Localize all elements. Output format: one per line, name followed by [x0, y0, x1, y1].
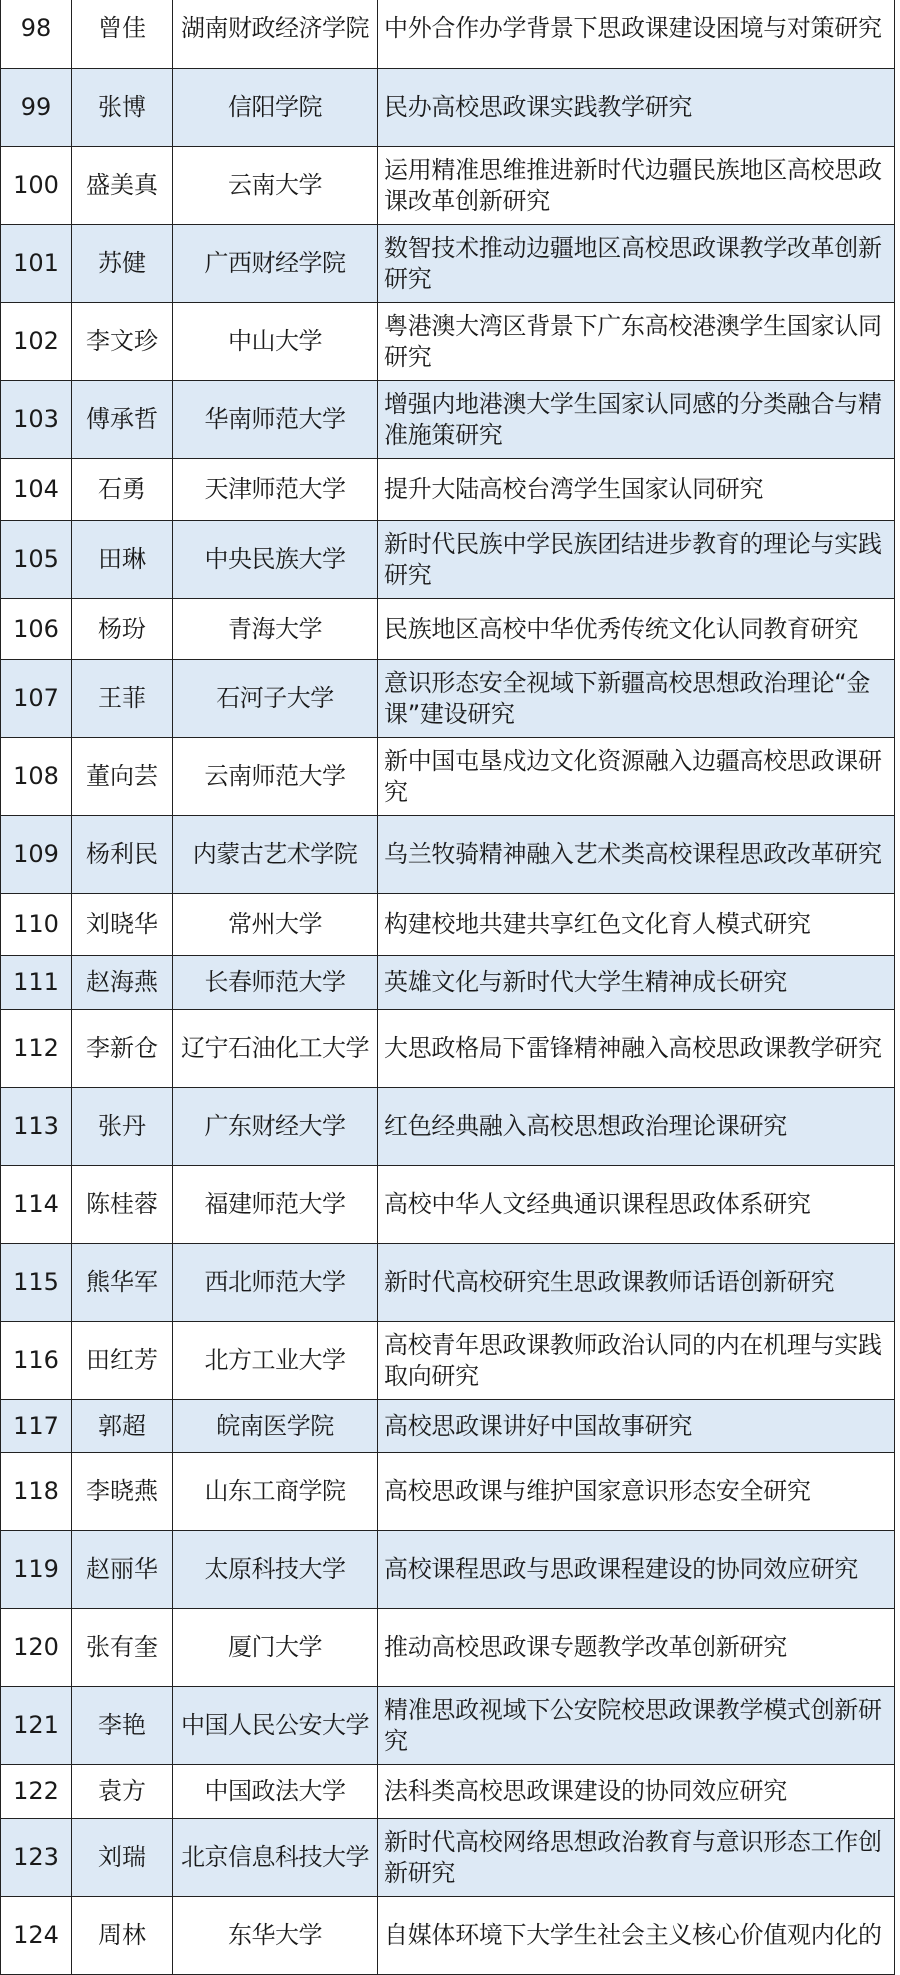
table-row — [1, 816, 895, 894]
project-topic-cell: 自媒体环境下大学生社会主义核心价值观内化的 — [378, 1897, 895, 1975]
researcher-name-cell: 李新仓 — [72, 1010, 173, 1088]
project-topic-cell: 推动高校思政课专题教学改革创新研究 — [378, 1609, 895, 1687]
project-topic-cell: 英雄文化与新时代大学生精神成长研究 — [378, 956, 895, 1010]
table-body — [1, 0, 895, 1975]
institution-cell: 山东工商学院 — [173, 1453, 378, 1531]
institution-cell: 东华大学 — [173, 1897, 378, 1975]
row-number-cell: 113 — [1, 1088, 72, 1166]
project-topic-cell: 高校青年思政课教师政治认同的内在机理与实践取向研究 — [378, 1322, 895, 1400]
project-topic-cell: 新时代高校网络思想政治教育与意识形态工作创新研究 — [378, 1819, 895, 1897]
table-row — [1, 69, 895, 147]
table-row — [1, 1010, 895, 1088]
researcher-name-cell: 盛美真 — [72, 147, 173, 225]
row-number-cell: 102 — [1, 303, 72, 381]
researcher-name-cell: 田琳 — [72, 521, 173, 599]
row-number-cell: 115 — [1, 1244, 72, 1322]
row-number-cell: 119 — [1, 1531, 72, 1609]
row-number-cell: 100 — [1, 147, 72, 225]
researcher-name-cell: 陈桂蓉 — [72, 1166, 173, 1244]
table-row — [1, 1531, 895, 1609]
table-row — [1, 1609, 895, 1687]
row-number-cell: 99 — [1, 69, 72, 147]
project-topic-cell: 新时代民族中学民族团结进步教育的理论与实践研究 — [378, 521, 895, 599]
table-row — [1, 225, 895, 303]
table-row — [1, 1166, 895, 1244]
project-topic-cell: 增强内地港澳大学生国家认同感的分类融合与精准施策研究 — [378, 381, 895, 459]
project-topic-cell: 中外合作办学背景下思政课建设困境与对策研究 — [378, 0, 895, 69]
table-row — [1, 1765, 895, 1819]
researcher-name-cell: 张丹 — [72, 1088, 173, 1166]
researcher-name-cell: 杨玢 — [72, 599, 173, 660]
row-number-cell: 114 — [1, 1166, 72, 1244]
institution-cell: 云南师范大学 — [173, 738, 378, 816]
project-topic-cell: 高校思政课与维护国家意识形态安全研究 — [378, 1453, 895, 1531]
researcher-name-cell: 刘瑞 — [72, 1819, 173, 1897]
institution-cell: 北京信息科技大学 — [173, 1819, 378, 1897]
row-number-cell: 101 — [1, 225, 72, 303]
table-row — [1, 381, 895, 459]
researcher-name-cell: 杨利民 — [72, 816, 173, 894]
institution-cell: 中山大学 — [173, 303, 378, 381]
project-topic-cell: 法科类高校思政课建设的协同效应研究 — [378, 1765, 895, 1819]
row-number-cell: 124 — [1, 1897, 72, 1975]
researcher-name-cell: 石勇 — [72, 459, 173, 521]
institution-cell: 常州大学 — [173, 894, 378, 956]
table-row — [1, 956, 895, 1010]
table-row — [1, 1244, 895, 1322]
row-number-cell: 122 — [1, 1765, 72, 1819]
row-number-cell: 109 — [1, 816, 72, 894]
row-number-cell: 108 — [1, 738, 72, 816]
table-row — [1, 1687, 895, 1765]
researcher-name-cell: 曾佳 — [72, 0, 173, 69]
table-row — [1, 1897, 895, 1975]
table-row — [1, 1819, 895, 1897]
project-topic-cell: 高校思政课讲好中国故事研究 — [378, 1400, 895, 1453]
row-number-cell: 106 — [1, 599, 72, 660]
institution-cell: 中央民族大学 — [173, 521, 378, 599]
project-topic-cell: 高校课程思政与思政课程建设的协同效应研究 — [378, 1531, 895, 1609]
row-number-cell: 103 — [1, 381, 72, 459]
table-row — [1, 459, 895, 521]
institution-cell: 湖南财政经济学院 — [173, 0, 378, 69]
project-topic-cell: 数智技术推动边疆地区高校思政课教学改革创新研究 — [378, 225, 895, 303]
row-number-cell: 110 — [1, 894, 72, 956]
table-row — [1, 147, 895, 225]
row-number-cell: 98 — [1, 0, 72, 69]
project-topic-cell: 民办高校思政课实践教学研究 — [378, 69, 895, 147]
researcher-name-cell: 傅承哲 — [72, 381, 173, 459]
researcher-name-cell: 李艳 — [72, 1687, 173, 1765]
project-topic-cell: 乌兰牧骑精神融入艺术类高校课程思政改革研究 — [378, 816, 895, 894]
researcher-name-cell: 刘晓华 — [72, 894, 173, 956]
researcher-name-cell: 赵丽华 — [72, 1531, 173, 1609]
institution-cell: 中国人民公安大学 — [173, 1687, 378, 1765]
institution-cell: 青海大学 — [173, 599, 378, 660]
institution-cell: 内蒙古艺术学院 — [173, 816, 378, 894]
project-topic-cell: 运用精准思维推进新时代边疆民族地区高校思政课改革创新研究 — [378, 147, 895, 225]
researcher-name-cell: 李文珍 — [72, 303, 173, 381]
table-row — [1, 0, 895, 69]
institution-cell: 辽宁石油化工大学 — [173, 1010, 378, 1088]
row-number-cell: 104 — [1, 459, 72, 521]
institution-cell: 信阳学院 — [173, 69, 378, 147]
project-topic-cell: 大思政格局下雷锋精神融入高校思政课教学研究 — [378, 1010, 895, 1088]
researcher-name-cell: 郭超 — [72, 1400, 173, 1453]
project-topic-cell: 红色经典融入高校思想政治理论课研究 — [378, 1088, 895, 1166]
table-row — [1, 738, 895, 816]
row-number-cell: 105 — [1, 521, 72, 599]
row-number-cell: 118 — [1, 1453, 72, 1531]
researcher-name-cell: 张有奎 — [72, 1609, 173, 1687]
institution-cell: 云南大学 — [173, 147, 378, 225]
institution-cell: 华南师范大学 — [173, 381, 378, 459]
project-topic-cell: 新时代高校研究生思政课教师话语创新研究 — [378, 1244, 895, 1322]
table-row — [1, 1322, 895, 1400]
project-topic-cell: 粤港澳大湾区背景下广东高校港澳学生国家认同研究 — [378, 303, 895, 381]
project-topic-cell: 精准思政视域下公安院校思政课教学模式创新研究 — [378, 1687, 895, 1765]
project-topic-cell: 提升大陆高校台湾学生国家认同研究 — [378, 459, 895, 521]
researcher-name-cell: 熊华军 — [72, 1244, 173, 1322]
institution-cell: 广西财经学院 — [173, 225, 378, 303]
researcher-name-cell: 张博 — [72, 69, 173, 147]
row-number-cell: 107 — [1, 660, 72, 738]
project-topic-cell: 构建校地共建共享红色文化育人模式研究 — [378, 894, 895, 956]
institution-cell: 北方工业大学 — [173, 1322, 378, 1400]
researcher-name-cell: 周林 — [72, 1897, 173, 1975]
researcher-name-cell: 袁方 — [72, 1765, 173, 1819]
row-number-cell: 123 — [1, 1819, 72, 1897]
institution-cell: 厦门大学 — [173, 1609, 378, 1687]
institution-cell: 皖南医学院 — [173, 1400, 378, 1453]
table-row — [1, 303, 895, 381]
researcher-name-cell: 田红芳 — [72, 1322, 173, 1400]
table-row — [1, 1400, 895, 1453]
institution-cell: 广东财经大学 — [173, 1088, 378, 1166]
row-number-cell: 121 — [1, 1687, 72, 1765]
researcher-name-cell: 赵海燕 — [72, 956, 173, 1010]
row-number-cell: 120 — [1, 1609, 72, 1687]
institution-cell: 石河子大学 — [173, 660, 378, 738]
table-row — [1, 894, 895, 956]
researcher-name-cell: 李晓燕 — [72, 1453, 173, 1531]
institution-cell: 天津师范大学 — [173, 459, 378, 521]
row-number-cell: 117 — [1, 1400, 72, 1453]
researcher-name-cell: 苏健 — [72, 225, 173, 303]
row-number-cell: 112 — [1, 1010, 72, 1088]
table-row — [1, 660, 895, 738]
table-row — [1, 1453, 895, 1531]
table-row — [1, 599, 895, 660]
institution-cell: 福建师范大学 — [173, 1166, 378, 1244]
table-row — [1, 1088, 895, 1166]
institution-cell: 中国政法大学 — [173, 1765, 378, 1819]
project-topic-cell: 新中国屯垦戍边文化资源融入边疆高校思政课研究 — [378, 738, 895, 816]
table-row — [1, 521, 895, 599]
institution-cell: 长春师范大学 — [173, 956, 378, 1010]
institution-cell: 太原科技大学 — [173, 1531, 378, 1609]
project-topic-cell: 民族地区高校中华优秀传统文化认同教育研究 — [378, 599, 895, 660]
researcher-name-cell: 王菲 — [72, 660, 173, 738]
researcher-name-cell: 董向芸 — [72, 738, 173, 816]
project-topic-cell: 意识形态安全视域下新疆高校思想政治理论“金课”建设研究 — [378, 660, 895, 738]
row-number-cell: 111 — [1, 956, 72, 1010]
project-topic-cell: 高校中华人文经典通识课程思政体系研究 — [378, 1166, 895, 1244]
row-number-cell: 116 — [1, 1322, 72, 1400]
institution-cell: 西北师范大学 — [173, 1244, 378, 1322]
